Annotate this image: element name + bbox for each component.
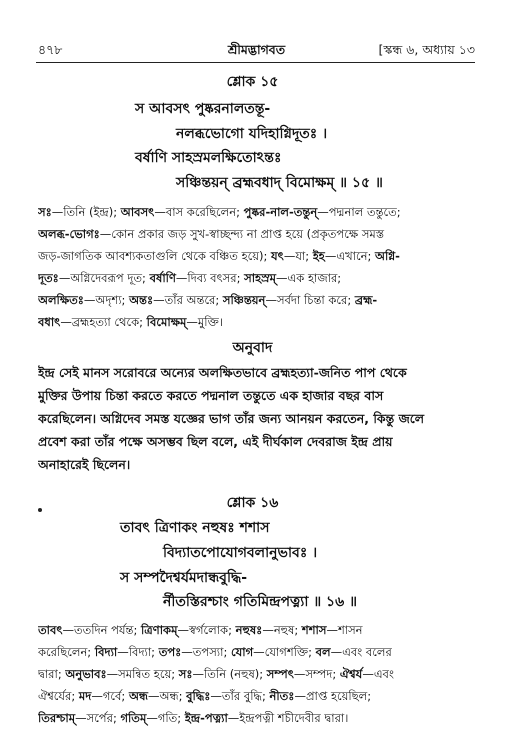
synonym-term: যৎ xyxy=(271,249,284,263)
synonym-gloss: —স্বর্গলোক; xyxy=(177,623,236,637)
verse-16-heading: শ্লোক ১৬ xyxy=(226,495,279,511)
synonym-term: তিরশ্চাম্ xyxy=(38,711,76,725)
book-title: শ্রীমদ্ভাগবত xyxy=(227,42,286,57)
synonym-line xyxy=(38,641,475,663)
verse-16-line-1: তাবৎ ত্রিণাকং নহুষঃ শশাস xyxy=(120,520,270,536)
synonym-line xyxy=(38,223,475,245)
synonym-term: দূতঃ xyxy=(38,271,59,285)
synonym-term: ঐশ্বর্য xyxy=(339,667,363,681)
synonym-gloss: —ইন্দ্রপত্নী শচীদেবীর দ্বারা। xyxy=(227,711,349,725)
synonym-gloss: —ততদিন পর্যন্ত; xyxy=(62,623,142,637)
synonym-term: সাহস্রম্ xyxy=(244,271,277,285)
synonym-term: বুদ্ধিঃ xyxy=(186,689,211,703)
synonym-gloss: —বাস করেছিলেন; xyxy=(154,205,244,219)
synonym-term: পুষ্কর-নাল-তন্তুন্ xyxy=(243,205,318,219)
synonym-line xyxy=(38,311,475,333)
synonym-gloss: —মুক্তি। xyxy=(186,315,223,329)
translation-line: মুক্তির উপায় চিন্তা করতে করতে পদ্মনাল তন্তুতে এক হাজার বছর বাস xyxy=(38,388,384,403)
margin-mark xyxy=(38,508,42,512)
synonym-gloss: করেছিলেন; xyxy=(38,645,95,659)
synonym-line xyxy=(38,663,475,685)
synonym-gloss: —তিনি (নহুষ); xyxy=(192,667,267,681)
synonym-term: যোগ xyxy=(231,645,254,659)
verse-15-heading: শ্লোক ১৫ xyxy=(226,74,279,90)
synonym-term: ইহ xyxy=(312,249,325,263)
synonym-term: আবসৎ xyxy=(120,205,155,219)
synonym-gloss: —তাঁর বুদ্ধি; xyxy=(210,689,270,703)
synonym-gloss: —সম্পদ; xyxy=(293,667,340,681)
header-rule xyxy=(36,62,475,63)
synonym-gloss: —নহুষ; xyxy=(262,623,302,637)
synonym-term: বল xyxy=(315,645,331,659)
synonym-term: মদ xyxy=(78,689,92,703)
verse-15-line-2: নলব্ধভোগো যদিহাগ্নিদূতঃ । xyxy=(176,126,328,142)
synonym-gloss: —গর্বে; xyxy=(91,689,129,703)
synonym-term: অগ্নি- xyxy=(375,249,400,263)
synonym-term: বর্ষাণি xyxy=(149,271,176,285)
verse-15-synonyms xyxy=(38,201,475,333)
synonym-term: সম্পৎ xyxy=(266,667,294,681)
synonym-gloss: —অগ্নিদেবরূপ দূত; xyxy=(58,271,150,285)
synonym-gloss: —যোগশক্তি; xyxy=(253,645,316,659)
synonym-gloss: —এখানে; xyxy=(324,249,375,263)
synonym-gloss: —যা; xyxy=(283,249,313,263)
verse-16-line-3: স সম্পদৈশ্বর্যমদান্ধবুদ্ধি- xyxy=(120,570,248,586)
synonym-line xyxy=(38,267,475,289)
synonym-gloss: —সমন্বিত হয়ে; xyxy=(106,667,179,681)
translation-line: করেছিলেন। অগ্নিদেব সমস্ত যজ্ঞের ভাগ তাঁর জন্য আনয়ন করতেন, কিন্তু জলে xyxy=(38,411,425,426)
verse-15-line-3: বর্ষাণি সাহস্রমলক্ষিতোঽন্তঃ xyxy=(135,150,282,166)
synonym-gloss: —সর্বদা চিন্তা করে; xyxy=(265,293,355,307)
synonym-line xyxy=(38,707,475,729)
verse-15-translation xyxy=(38,361,475,476)
synonym-gloss: —প্রাপ্ত হয়েছিল; xyxy=(294,689,372,703)
synonym-term: অনুভাবঃ xyxy=(65,667,107,681)
synonym-line xyxy=(38,245,475,267)
verse-16-synonyms xyxy=(38,619,475,729)
synonym-gloss: —গতি; xyxy=(146,711,185,725)
synonym-gloss: —এবং বলের xyxy=(330,645,392,659)
synonym-gloss: —শাসন xyxy=(326,623,363,637)
synonym-term: তাবৎ xyxy=(38,623,63,637)
synonym-gloss: —অদৃশ্য; xyxy=(83,293,130,307)
synonym-term: নহুষঃ xyxy=(235,623,263,637)
synonym-term: সঃ xyxy=(178,667,193,681)
synonym-gloss: —তপস্যা; xyxy=(181,645,231,659)
synonym-gloss: —এবং xyxy=(362,667,394,681)
translation-line: অনাহারেই ছিলেন। xyxy=(38,457,131,472)
verse-15-line-4: সঞ্চিন্তয়ন্ ব্রহ্মবধাদ্ বিমোক্ষম্ ॥ ১৫ ॥ xyxy=(176,175,383,191)
synonym-gloss: —তিনি (ইন্দ্র); xyxy=(51,205,121,219)
synonym-gloss: জড়-জাগতিক আবশ্যকতাগুলি থেকে বঞ্চিত হয়ে); xyxy=(38,249,272,263)
synonym-term: ত্রিণাকম্ xyxy=(141,623,178,637)
synonym-line xyxy=(38,201,475,223)
synonym-gloss: —বিদ্যা; xyxy=(117,645,159,659)
synonym-term: ব্রহ্ম- xyxy=(354,293,378,307)
synonym-gloss: —তাঁর অন্তরে; xyxy=(153,293,223,307)
verse-16-line-4: র্নীতস্তিরশ্চাং গতিমিন্দ্রপত্ন্যা ॥ ১৬ ॥ xyxy=(163,594,358,610)
verse-15-line-1: স আবসৎ পুষ্করনালতন্তূ- xyxy=(135,101,271,117)
synonym-term: গতিম্ xyxy=(120,711,147,725)
synonym-term: ইন্দ্র-পত্ন্যা xyxy=(184,711,228,725)
synonym-line xyxy=(38,685,475,707)
synonym-term: সঃ xyxy=(38,205,52,219)
page-number: ৪৭৮ xyxy=(38,42,63,57)
synonym-gloss: —এক হাজার; xyxy=(276,271,342,285)
synonym-gloss: —অন্ধ; xyxy=(148,689,187,703)
synonym-term: সঞ্চিন্তয়ন্ xyxy=(222,293,266,307)
synonym-term: বিমোক্ষম্ xyxy=(146,315,187,329)
translation-heading: অনুবাদ xyxy=(232,340,273,356)
synonym-term: শশাস xyxy=(301,623,327,637)
synonym-term: অন্তঃ xyxy=(129,293,154,307)
synonym-line xyxy=(38,289,475,311)
section-info: [স্কন্ধ ৬, অধ্যায় ১৩ xyxy=(378,42,475,57)
synonym-line xyxy=(38,619,475,641)
synonym-term: তপঃ xyxy=(158,645,182,659)
synonym-gloss: —পদ্মনাল তন্তুতে; xyxy=(317,205,401,219)
synonym-gloss: দ্বারা; xyxy=(38,667,66,681)
synonym-gloss: —দিব্য বৎসর; xyxy=(175,271,245,285)
synonym-gloss: ঐশ্বর্যের; xyxy=(38,689,79,703)
synonym-term: অলব্ধ-ভোগঃ xyxy=(38,227,100,241)
synonym-term: অন্ধ xyxy=(128,689,149,703)
synonym-term: অলক্ষিতঃ xyxy=(38,293,84,307)
translation-line: ইন্দ্র সেই মানস সরোবরে অন্যের অলক্ষিতভাবে ব্রহ্মহত্যা-জনিত পাপ থেকে xyxy=(38,365,407,380)
synonym-term: বধাৎ xyxy=(38,315,61,329)
page-header xyxy=(38,42,475,60)
synonym-term: বিদ্যা xyxy=(94,645,118,659)
synonym-gloss: —ব্রহ্মহত্যা থেকে; xyxy=(60,315,147,329)
synonym-gloss: —কোন প্রকার জড় সুখ-স্বাচ্ছন্দ্য না প্রাপ্ত হয়ে (প্রকৃতপক্ষে সমস্ত xyxy=(99,227,385,241)
translation-line: প্রবেশ করা তাঁর পক্ষে অসম্ভব ছিল বলে, এই দীর্ঘকাল দেবরাজ ইন্দ্র প্রায় xyxy=(38,434,393,449)
synonym-gloss: —সর্পের; xyxy=(75,711,121,725)
synonym-term: নীতঃ xyxy=(269,689,295,703)
verse-16-line-2: বিদ্যাতপোযোগবলানুভাবঃ । xyxy=(163,545,318,561)
